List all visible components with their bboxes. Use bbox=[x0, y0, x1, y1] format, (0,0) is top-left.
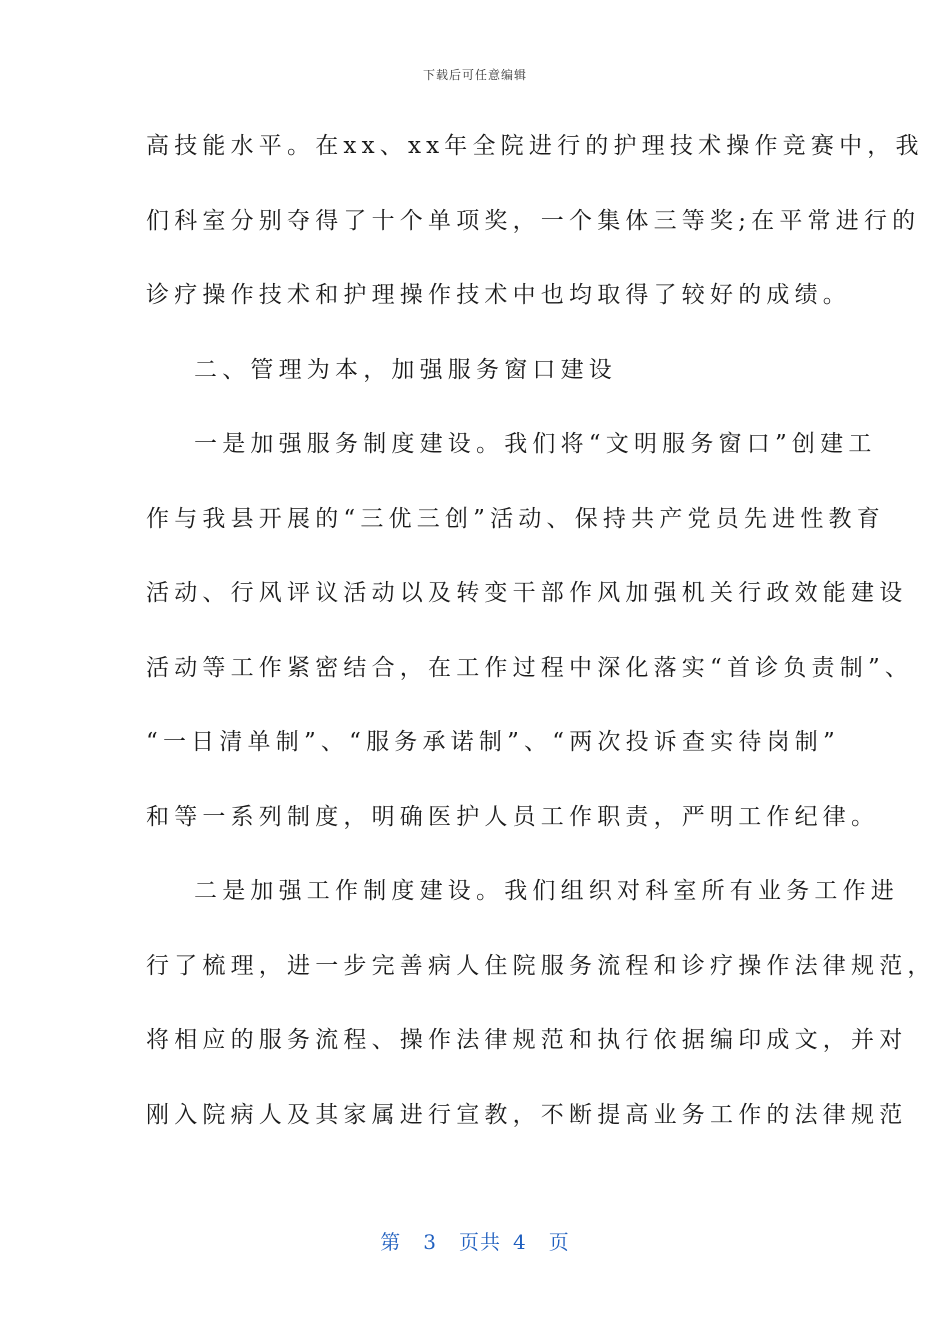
text-line: 活动等工作紧密结合，在工作过程中深化落实“首诊负责制”、 bbox=[146, 654, 914, 681]
text-line: 高技能水平。在xx、xx年全院进行的护理技术操作竞赛中，我 bbox=[146, 133, 924, 159]
page-total: 4 bbox=[513, 1230, 527, 1254]
text-line: 们科室分别夺得了十个单项奖，一个集体三等奖;在平常进行的 bbox=[146, 207, 921, 234]
section-heading: 二、管理为本，加强服务窗口建设 bbox=[194, 356, 617, 383]
page-middle: 页共 bbox=[459, 1230, 501, 1254]
page-prefix: 第 bbox=[380, 1230, 402, 1254]
text-line: 诊疗操作技术和护理操作技术中也均取得了较好的成绩。 bbox=[146, 282, 851, 308]
text-line: “一日清单制”、“服务承诺制”、“两次投诉查实待岗制” bbox=[146, 729, 840, 755]
document-body bbox=[146, 124, 936, 1167]
page-number-footer bbox=[0, 1226, 950, 1255]
text-line: 行了梳理，进一步完善病人住院服务流程和诊疗操作法律规范， bbox=[146, 952, 936, 979]
text-line: 作与我县开展的“三优三创”活动、保持共产党员先进性教育 bbox=[146, 505, 885, 532]
paragraph-start-line: 二是加强工作制度建设。我们组织对科室所有业务工作进 bbox=[194, 878, 899, 904]
text-line: 将相应的服务流程、操作法律规范和执行依据编印成文，并对 bbox=[146, 1027, 908, 1053]
text-line: 刚入院病人及其家属进行宣教，不断提高业务工作的法律规范 bbox=[146, 1101, 908, 1128]
page-current: 3 bbox=[423, 1230, 437, 1254]
paragraph-start-line: 一是加强服务制度建设。我们将“文明服务窗口”创建工 bbox=[194, 431, 877, 457]
page-header: 下载后可任意编辑 bbox=[422, 68, 527, 82]
page-suffix: 页 bbox=[548, 1230, 570, 1254]
text-line: 活动、行风评议活动以及转变干部作风加强机关行政效能建设 bbox=[146, 580, 908, 606]
text-line: 和等一系列制度，明确医护人员工作职责，严明工作纪律。 bbox=[146, 803, 880, 830]
